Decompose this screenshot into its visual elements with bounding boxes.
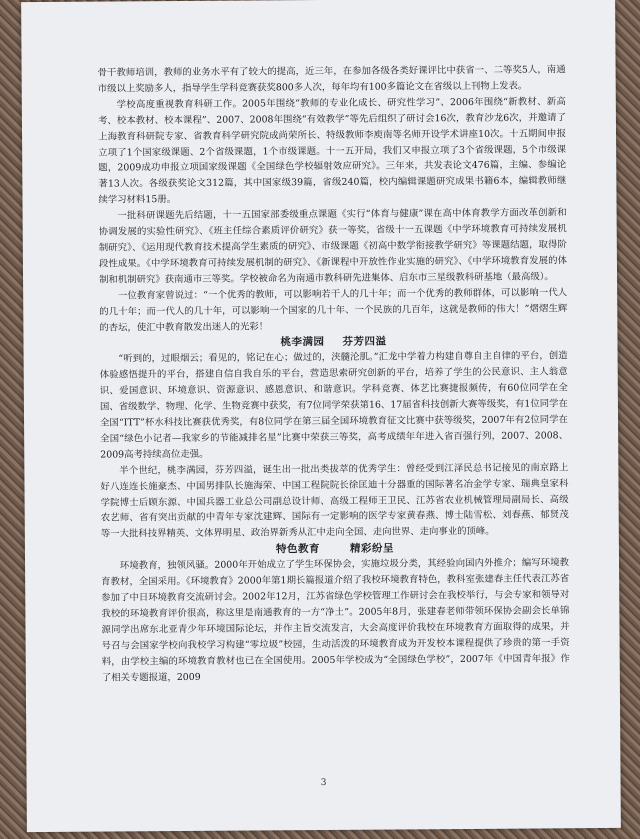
paragraph: 学校高度重视教育科研工作。2005年围绕“教师的专业化成长、研究性学习”、2006年围绕“新教材、新高考、校本教材、校本课程”、2007、2008年围绕“有效教学”等先后组织了研讨会16次，教育沙龙6次，并邀请了上海教育科研院专家、省教育科学研究院成尚荣所长、特级教师李庾南等名师开设学术讲座10次。十五期间申报立项了1个国家级课题、2个省级课题，1个市级课题。十一五开局，我们又申报立项了3个省级课题，5个市级课题，2009成功申报立项国家级课题《全国绿色学校辐射效应研究》。三年来，共发表论文476篇，主编、参编论著13人次。各级获奖论文312篇，其中国家级39篇，省级240篇，校内编辑课题研究成果书籍6本，编辑教师继续学习材料15册。: [97, 96, 567, 206]
paragraph: 一位教育家曾说过：“一个优秀的教师，可以影响若干人的几十年；而一个优秀的教师群体，可以影响一代人的几十年；而一代人的几十年，可以影响一个国家的几十年、一个民族的几百年，这就是教师的伟大！”熠熠生辉的杏坛，使汇中教育散发出迷人的光彩！: [99, 286, 568, 334]
paragraph: 半个世纪，桃李满园，芬芳四溢，诞生出一批出类拔萃的优秀学生：曾经受到江泽民总书记接见的南京路上好八连连长施豪杰、中国男排队长施海荣、中国工程院院长徐匡迪十分器重的国际著名冶金学专家、瑞典皇家科学院博士后顾东源、中国兵器工业总公司副总设计师、高级工程师王卫民、江苏省农业机械管理局副局长、高级农艺师、省有突出贡献的中青年专家沈建辉、国际有一定影响的医学专家黄春燕、博士陆雪松、刘春燕、郁贤茂等一大批科技界精英、文体界明星、政治界新秀从汇中走向全国、走向世界、走向事业的顶峰。: [100, 462, 569, 540]
paragraph: “听到的，过眼烟云；看见的，铭记在心；做过的，浃髓沦肌。”汇龙中学着力构建自尊自主自律的平台，创造体验感悟提升的平台，搭建自信自我自乐的平台，营造思索研究创新的平台，培养了学生的公民意识、主人翁意识、爱国意识、环境意识、资源意识、感恩意识、和谐意识。学科竞赛、体艺比赛捷报频传，有60位同学在全国、省级数学、物理、化学、生物竞赛中获奖，有7位同学荣获第16、17届省科技创新大赛等级奖，有1位同学在全国“ITT”杯水科技比赛获优秀奖，有8位同学在第三届全国环境教育征文比赛中获等级奖，2007年有2位同学在全国“绿色小记者—我家乡的节能减排名星”比赛中荣获三等奖，高考成绩年年进入省百强行列，2007、2008、2009高考持续高位走强。: [99, 350, 569, 461]
page-number: 3: [320, 777, 327, 789]
section-heading-part1: 特色教育: [275, 543, 320, 556]
section-heading-part2: 芬芳四溢: [342, 335, 387, 349]
page-content: [98, 62, 570, 686]
section-heading-part1: 桃李满园: [280, 336, 325, 349]
section-heading-part2: 精彩纷呈: [349, 542, 394, 556]
paragraph: 一批科研课题先后结题，十一五国家部委级重点课题《实行“体育与健康”课在高中体育教学方面改革创新和协调发展的实验性研究》、《班主任综合素质评价研究》获一等奖，省级十一五课题《中学环境教育可持续发展机制研究》、《运用现代教育技术提高学生素质的研究》、市级课题《初高中数学衔接教学研究》等课题结题，取得阶段性成果。《中学环境教育可持续发展机制的研究》、《新课程中开放性作业实施的研究》、《中学环境教育发展的体制和机制研究》获南通市三等奖。学校被命名为南通市教科研先进集体、启东市三星级教科研基地（最高级）。: [98, 207, 567, 286]
paragraph: 骨干教师培训，教师的业务水平有了较大的提高，近三年，在参加各级各类好课评比中获省一、二等奖5人，南通市级以上奖励多人，指导学生学科竞赛获奖800多人次，每年均有100多篇论文在省级以上刊物上发表。: [97, 64, 566, 95]
paragraph: 环境教育，独领风骚。2000年开始成立了学生环保协会，实施垃圾分类，其经验向国内外推介；编写环境教育教材，全国采用。《环境教育》2000年第1期长篇报道介绍了我校环境教育特色，教科室张建春主任代表江苏省参加了中日环境教育交流研讨会。2002年12月，江苏省绿色学校管理工作研讨会在我校举行，与会专家和领导对我校的环境教育评价很高，称这里是南通教育的一方“净土”。2005年8月，张建春老师带领环保协会副会长单锦源同学出席东北亚青少年环境国际论坛，并作主旨交流发言，大会高度评价我校在环境教育方面取得的成果，并号召与会国家学校向我校学习构建“零垃圾”校园，生动活泼的环境教育成为开发校本课程提供了珍贵的第一手资料，由学校主编的环境教育教材也已在全国使用。2005年学校成为“全国绿色学校”，2007年《中国青年报》作了相关专题报道，2009: [101, 557, 570, 684]
document-page: [21, 0, 621, 832]
